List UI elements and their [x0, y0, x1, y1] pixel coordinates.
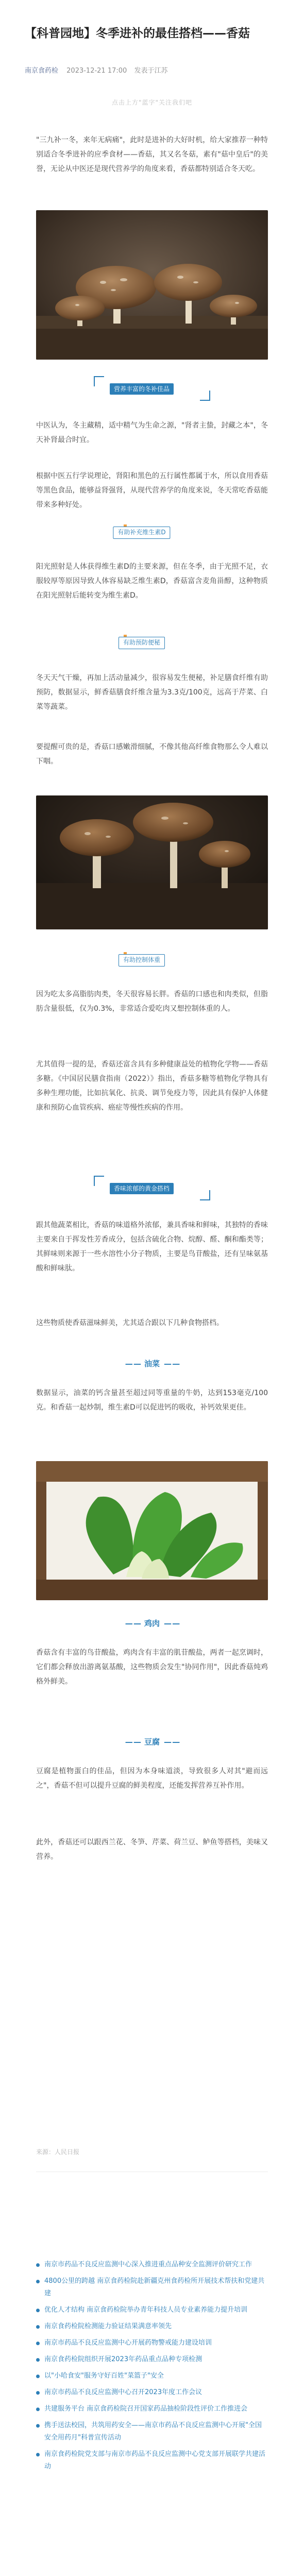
bracket-left	[94, 1176, 104, 1186]
subheading-chicken: — — 鸡肉 — —	[125, 1619, 179, 1628]
bracket-left	[94, 376, 104, 386]
dash-left: — —	[125, 1619, 140, 1628]
author-link[interactable]: 南京食药检	[25, 67, 59, 75]
paragraph-8: 尤其值得一提的是，香菇还富含具有多种健康益处的植物化学物——香菇多糖。《中国居民膳食指南（2022）》指出，香菇多糖等植物化学物具有多种生理功能，比如抗氧化、抗炎、调节免疫力等，因此具有保护人体健康和预防心血管疾病、癌症等慢性疾病的作用。	[36, 1060, 268, 1112]
dash-right: — —	[164, 1619, 179, 1628]
source-note: 来源：人民日报	[36, 2148, 80, 2156]
mushroom-photo-1	[36, 210, 268, 360]
bullet-dot-icon	[36, 2309, 40, 2312]
related-article-link[interactable]: 南京市药品不良反应监测中心深入推进重点品种安全监测评价研究工作	[36, 2259, 268, 2271]
section-heading-nutrition	[36, 376, 268, 401]
dash-left: — —	[125, 1359, 140, 1368]
paragraph-12: 香菇含有丰富的鸟苷酸盐，鸡肉含有丰富的肌苷酸盐，两者一起烹调时，它们都会释放出游离氨基酸，这些物质会发生"协同作用"，因此香菇炖鸡格外鲜美。	[36, 1649, 268, 1686]
paragraph-3: 根据中医五行学说理论，肾阳和黑色的五行属性都属于水，所以食用香菇等黑色食品，能够益肾强肾，从现代营养学的角度来说，冬天常吃香菇能带来多种好处。	[36, 472, 268, 509]
dash-right: — —	[164, 1359, 179, 1368]
paragraph-6: 要提醒可贵的是，香菇口感嫩滑细腻，不像其他高纤维食物那么令人难以下咽。	[36, 743, 268, 766]
bracket-right	[200, 391, 210, 401]
bullet-dot-icon	[36, 2263, 40, 2267]
publish-date: 2023-12-21 17:00	[66, 67, 127, 75]
section-heading-constipation	[36, 630, 268, 654]
related-article-link[interactable]: 南京市药品不良反应监测中心召开2023年度工作会议	[36, 2386, 268, 2399]
bullet-dot-icon	[36, 2453, 40, 2456]
subheading-tofu: — — 豆腐 — —	[125, 1737, 179, 1747]
paragraph-13: 豆腐是植物蛋白的佳品，但因为本身味道淡，导致很多人对其"避而远之"，香菇不但可以提升豆腐的鲜美程度，还能发挥营养互补作用。	[36, 1767, 268, 1790]
bullet-dot-icon	[36, 2375, 40, 2378]
paragraph-11: 数据显示，油菜的钙含量甚至超过同等重量的牛奶，达到153毫克/100克。和香菇一起炒制，维生素D可以促进钙的吸收，补钙效果更佳。	[36, 1389, 268, 1412]
bullet-dot-icon	[36, 2424, 40, 2428]
paragraph-5: 冬天天气干燥，再加上活动量减少，很容易发生便秘，补足膳食纤维有助预防，数据显示，鲜香菇膳食纤维含量为3.3克/100克，远高于芹菜、白菜等蔬菜。	[36, 674, 268, 711]
paragraph-9: 跟其他蔬菜相比，香菇的味道格外浓郁，兼具香味和鲜味，其独特的香味主要来自于挥发性芳香成分，包括含硫化合物、烷醇、醛、酮和酯类等；其鲜味则来源于一些水溶性小分子物质，主要是鸟苷酸盐，还有呈味氨基酸和鲜味肽。	[36, 1221, 268, 1273]
paragraph-10: 这些物质使香菇滋味鲜美，尤其适合跟以下几种食物搭档。	[36, 1319, 224, 1327]
related-article-link[interactable]: 以"小哈食安"服务守好百姓"菜篮子"安全	[36, 2370, 268, 2382]
bullet-dot-icon	[36, 2325, 40, 2329]
subheading-rapeseed: — — 油菜 — —	[125, 1359, 179, 1368]
mushroom-photo-2	[36, 795, 268, 929]
section-heading-vitamin-d	[36, 519, 268, 544]
vegetable-photo	[36, 1461, 268, 1600]
related-article-link[interactable]: 携手送法校园，共筑用药安全——南京市药品不良反应监测中心开展"全国安全用药月"科普宣传活动	[36, 2419, 268, 2444]
bullet-dot-icon	[36, 2342, 40, 2345]
related-articles	[36, 2259, 268, 2477]
bullet-dot-icon	[36, 2280, 40, 2283]
follow-tip: 点击上方"蓝字"关注我们吧	[111, 99, 193, 106]
bullet-dot-icon	[36, 2408, 40, 2411]
section-tag: 有助补充维生素D	[113, 527, 170, 539]
article-title: 【科普园地】冬季进补的最佳搭档——香菇	[25, 27, 250, 40]
paragraph-14: 此外，香菇还可以跟西兰花、冬笋、芹菜、荷兰豆、鲈鱼等搭档，美味又营养。	[36, 1838, 268, 1861]
related-article-link[interactable]: 南京食药检院组织开展2023年药品重点品种专项检测	[36, 2353, 268, 2366]
bullet-dot-icon	[36, 2391, 40, 2395]
section-tag: 香味浓郁的黄金搭档	[110, 1183, 174, 1194]
paragraph-7: 因为吃太多高脂肪肉类，冬天很容易长胖。香菇的口感也和肉类似，但脂肪含量很低，仅为0.3%，非常适合爱吃肉又想控制体重的人。	[36, 990, 268, 1013]
dash-right: — —	[164, 1737, 179, 1747]
section-tag: 有助预防便秘	[119, 637, 165, 649]
paragraph-4: 阳光照射是人体获得维生素D的主要来源，但在冬季，由于光照不足，衣服较厚等原因导致人体容易缺乏维生素D，香菇富含麦角甾醇，这种物质在阳光照射后能转变为维生素D。	[36, 563, 268, 600]
related-article-link[interactable]: 4800公里的跨越 南京食药检院赴新疆克州食药检所开展技术帮扶和党建共建	[36, 2275, 268, 2300]
related-article-link[interactable]: 优化人才结构 南京食药检院举办青年科技人员专业素养能力提升培训	[36, 2304, 268, 2316]
intro-paragraph: "三九补一冬，来年无病痛"，此时是进补的大好时机，给大家推荐一种特别适合冬季进补的应季食材——香菇，其又名冬菇，素有"菇中皇后"的美誉，无论从中医还是现代营养学的角度来看，香菇都特别适合冬天吃。	[36, 136, 268, 173]
related-article-link[interactable]: 南京市药品不良反应监测中心开展药物警戒能力建设培训	[36, 2337, 268, 2349]
related-article-link[interactable]: 南京食药检院检测能力验证结果满意率领先	[36, 2320, 268, 2333]
bullet-dot-icon	[36, 2358, 40, 2362]
paragraph-2: 中医认为，冬主藏精，适中精气为生命之源，"肾者主蛰，封藏之本"，冬天补肾最合时宜。	[36, 421, 268, 444]
publish-location: 发表于江苏	[134, 67, 168, 75]
section-tag: 有助控制体重	[119, 954, 165, 967]
related-article-link[interactable]: 南京食药检院党支部与南京市药品不良反应监测中心党支部开展联学共建活动	[36, 2448, 268, 2473]
article-meta	[25, 65, 167, 75]
section-tag: 营养丰富的冬补佳品	[110, 383, 174, 395]
related-article-link[interactable]: 共建服务平台 南京食药检院召开国家药品抽检阶段性评价工作推进会	[36, 2403, 268, 2415]
section-heading-weight	[36, 947, 268, 972]
section-heading-partners	[36, 1176, 268, 1200]
dash-left: — —	[125, 1737, 140, 1747]
bracket-right	[200, 1190, 210, 1200]
